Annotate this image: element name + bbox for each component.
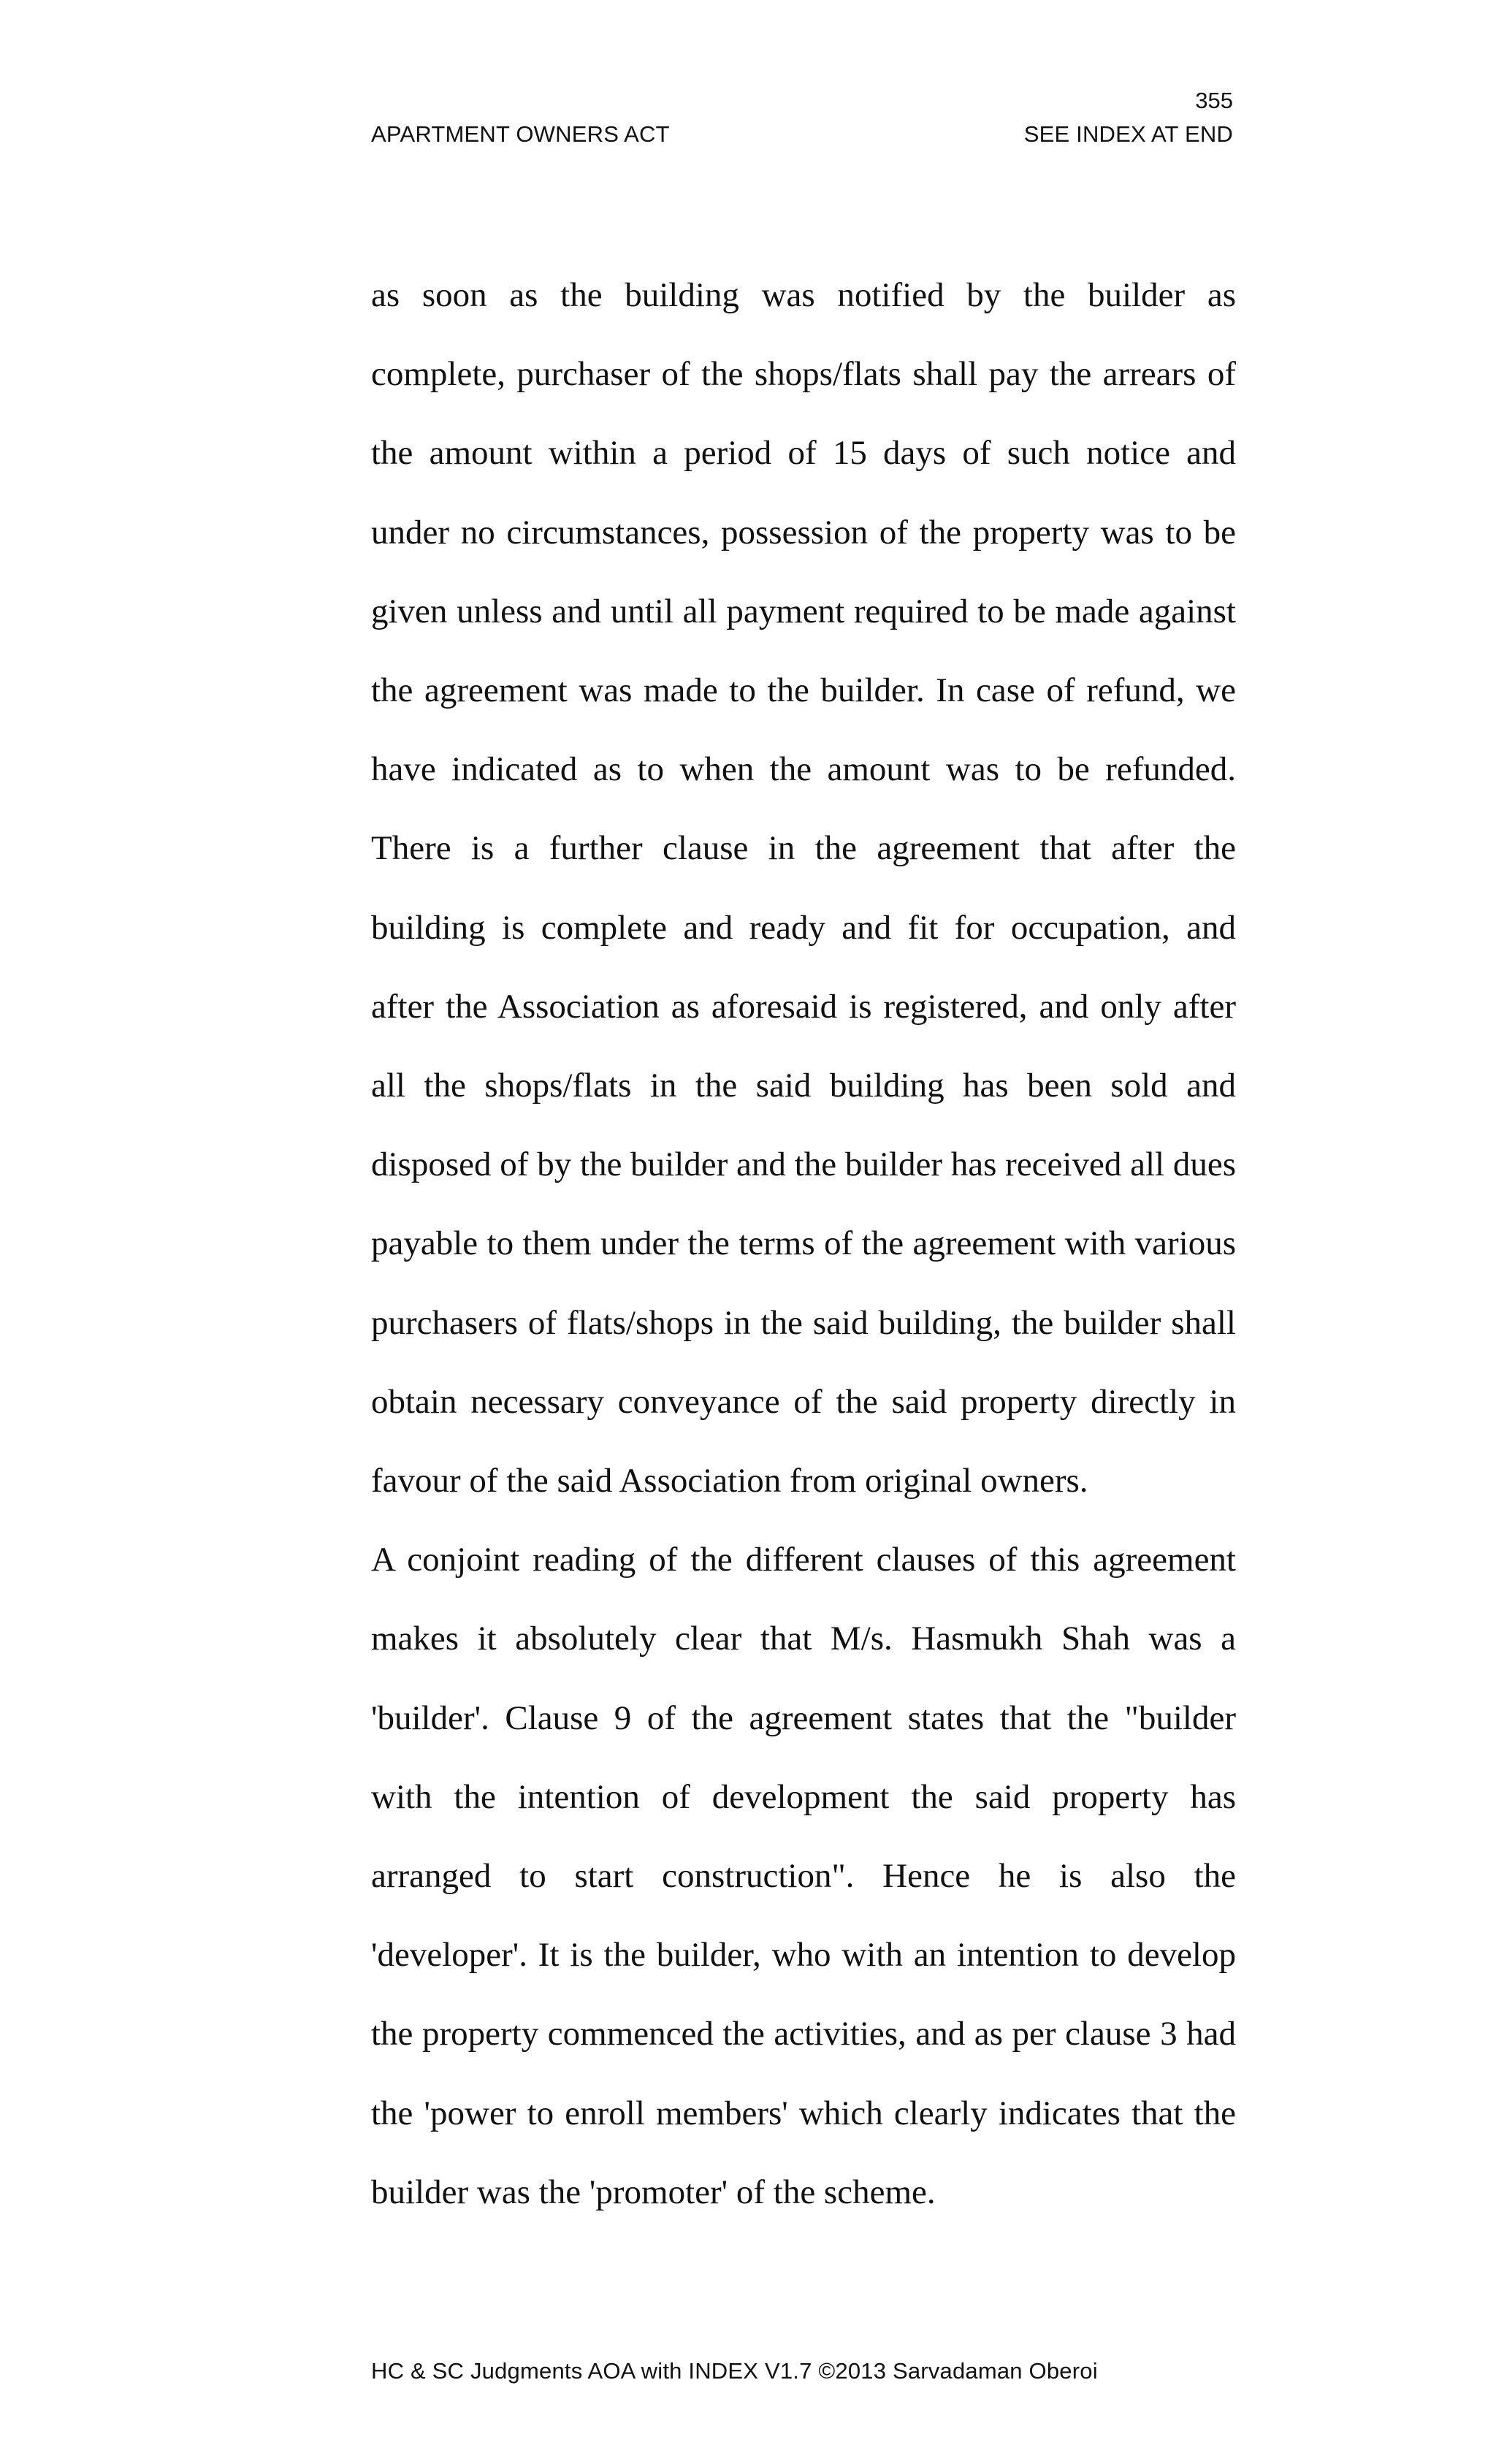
header-title: APARTMENT OWNERS ACT bbox=[371, 121, 670, 147]
header-index-note: SEE INDEX AT END bbox=[1023, 121, 1233, 147]
running-header bbox=[371, 121, 1233, 148]
page-number: 355 bbox=[1195, 88, 1233, 113]
page-footer: HC & SC Judgments AOA with INDEX V1.7 ©2013 Sarvadaman Oberoi bbox=[371, 2358, 1098, 2384]
paragraph-1: as soon as the building was notified by the builder as complete, purchaser of the shops/flats shall pay the arrears of the amount within a period of 15 days of such notice and under no circumstances, possession of the property was to be given unless and until all payment required to be made against the agreement was made to the builder. In case of refund, we have indicated as to when the amount was to be refunded. There is a further clause in the agreement that after the building is complete and ready and fit for occupation, and after the Association as aforesaid is registered, and only after all the shops/flats in the said building has been sold and disposed of by the builder and the builder has received all dues payable to them under the terms of the agreement with various purchasers of flats/shops in the said building, the builder shall obtain necessary conveyance of the said property directly in favour of the said Association from original owners. bbox=[371, 276, 1236, 1500]
paragraph-2: A conjoint reading of the different clauses of this agreement makes it absolutely clear that M/s. Hasmukh Shah was a 'builder'. Clause 9 of the agreement states that the "builder with the intention of development the said property has arranged to start construction". Hence he is also the 'developer'. It is the builder, who with an intention to develop the property commenced the activities, and as per clause 3 had the 'power to enroll members' which clearly indicates that the builder was the 'promoter' of the scheme. bbox=[371, 1541, 1236, 2211]
document-body bbox=[371, 256, 1236, 2232]
